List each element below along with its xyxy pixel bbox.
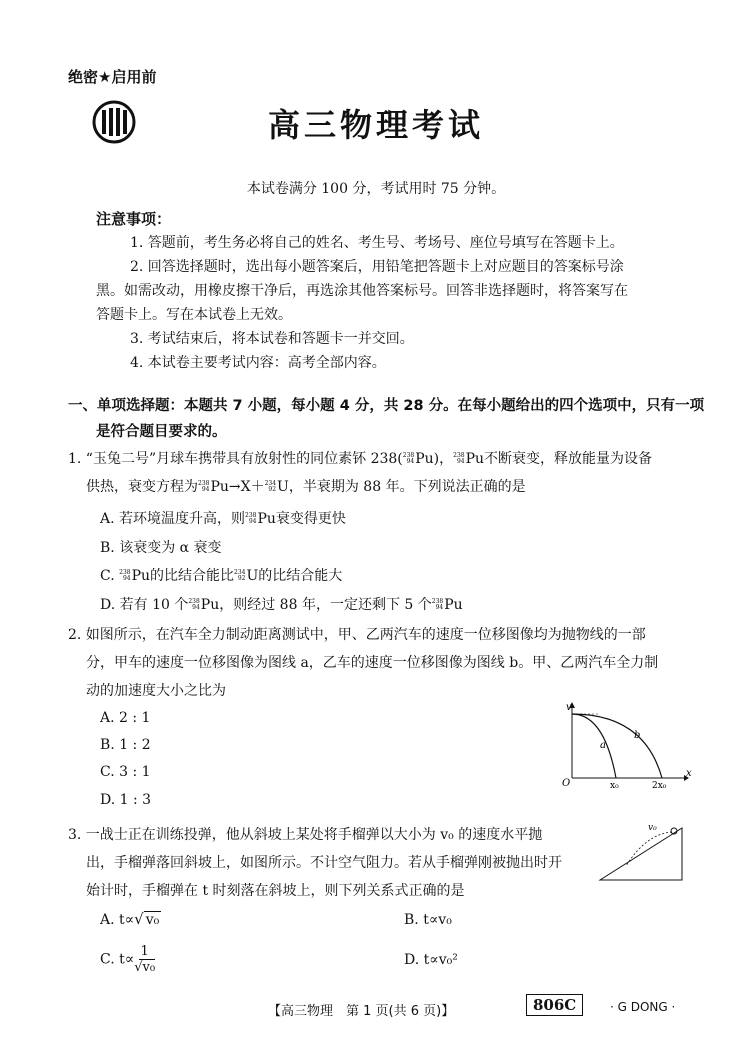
question-3-option-b: B. t∝v₀	[404, 912, 452, 928]
question-3-line-1: 3. 一战士正在训练投弹，他从斜坡上某处将手榴弹以大小为 v₀ 的速度水平抛	[68, 827, 543, 843]
section-heading-cont: 是符合题目要求的。	[96, 424, 227, 440]
question-1-option-d: D. 若有 10 个238 94Pu，则经过 88 年，一定还剩下 5 个238 94Pu	[100, 597, 463, 613]
curve-b	[572, 714, 662, 778]
notice-line-6: 4. 本试卷主要考试内容：高考全部内容。	[130, 355, 386, 371]
velocity-displacement-figure	[560, 700, 690, 790]
notice-heading: 注意事项：	[96, 210, 172, 228]
notice-line-4: 答题卡上。写在本试卷上无效。	[96, 307, 292, 323]
confidential-label: 绝密★启用前	[68, 68, 157, 86]
question-1-line-2: 供热，衰变方程为238 94Pu→X＋234 92U，半衰期为 88 年。下列说法正确的是	[86, 479, 526, 495]
question-2-option-a: A. 2 : 1	[100, 710, 151, 726]
notice-line-2: 2. 回答选择题时，选出每小题答案后，用铅笔把答题卡上对应题目的答案标号涂	[130, 259, 624, 275]
question-2-option-d: D. 1 : 3	[100, 792, 152, 808]
fig-v-label: v	[566, 702, 572, 713]
notice-line-5: 3. 考试结束后，将本试卷和答题卡一并交回。	[130, 331, 414, 347]
slope-figure	[596, 820, 696, 884]
question-3-line-3: 始计时，手榴弹在 t 时刻落在斜坡上，则下列关系式正确的是	[86, 883, 465, 899]
question-3-option-c: C. t∝ $\frac{1}{\text{√v₀}}$	[100, 944, 156, 975]
section-heading: 一、单项选择题：本题共 7 小题，每小题 4 分，共 28 分。在每小题给出的四个选项中，只有一项	[68, 398, 705, 414]
question-3-option-a: A. t∝√ v₀	[100, 910, 160, 928]
question-2-option-c: C. 3 : 1	[100, 764, 151, 780]
question-1-option-c: C. 238 94Pu的比结合能比234 92U的比结合能大	[100, 568, 343, 584]
notice-line-1: 1. 答题前，考生务必将自己的姓名、考生号、考场号、座位号填写在答题卡上。	[130, 235, 624, 251]
fig-x0-label: x₀	[610, 781, 619, 791]
notice-line-3: 黑。如需改动，用橡皮擦干净后，再选涂其他答案标号。回答非选择题时，将答案写在	[96, 283, 628, 299]
page-title: 高三物理考试	[267, 106, 484, 144]
question-2-option-b: B. 1 : 2	[100, 737, 151, 753]
fig-2x0-label: 2x₀	[652, 781, 667, 791]
fig-v0-label: v₀	[648, 823, 657, 833]
curve-a	[572, 714, 616, 778]
question-3-option-d: D. t∝v₀²	[404, 952, 458, 968]
question-1-option-a: A. 若环境温度升高，则238 94Pu衰变得更快	[100, 511, 346, 527]
question-2-line-3: 动的加速度大小之比为	[86, 683, 226, 699]
exam-intro: 本试卷满分 100 分，考试用时 75 分钟。	[246, 181, 506, 197]
fig-curve-b-label: b	[634, 730, 641, 741]
fig-x-label: x	[686, 768, 692, 779]
exam-code: 806C	[526, 994, 583, 1016]
brand-mark: · G DONG ·	[610, 1000, 676, 1014]
question-1-option-b: B. 该衰变为 α 衰变	[100, 540, 222, 556]
slope-triangle	[600, 828, 682, 880]
question-3-line-2: 出，手榴弹落回斜坡上，如图所示。不计空气阻力。若从手榴弹刚被抛出时开	[86, 855, 562, 871]
question-2-line-1: 2. 如图所示，在汽车全力制动距离测试中，甲、乙两汽车的速度一位移图像均为抛物线的一部	[68, 627, 646, 643]
question-1-line-1: 1. “玉兔二号”月球车携带具有放射性的同位素钚 238(238 94Pu)，238 94Pu不断衰变，释放能量为设备	[68, 451, 653, 467]
page-footer: 【高三物理 第 1 页(共 6 页)】	[268, 1004, 455, 1019]
question-2-line-2: 分，甲车的速度一位移图像为图线 a，乙车的速度一位移图像为图线 b。甲、乙两汽车全力制	[86, 655, 659, 671]
fig-curve-a-label: a	[600, 740, 606, 751]
fig-origin-label: O	[562, 778, 571, 789]
